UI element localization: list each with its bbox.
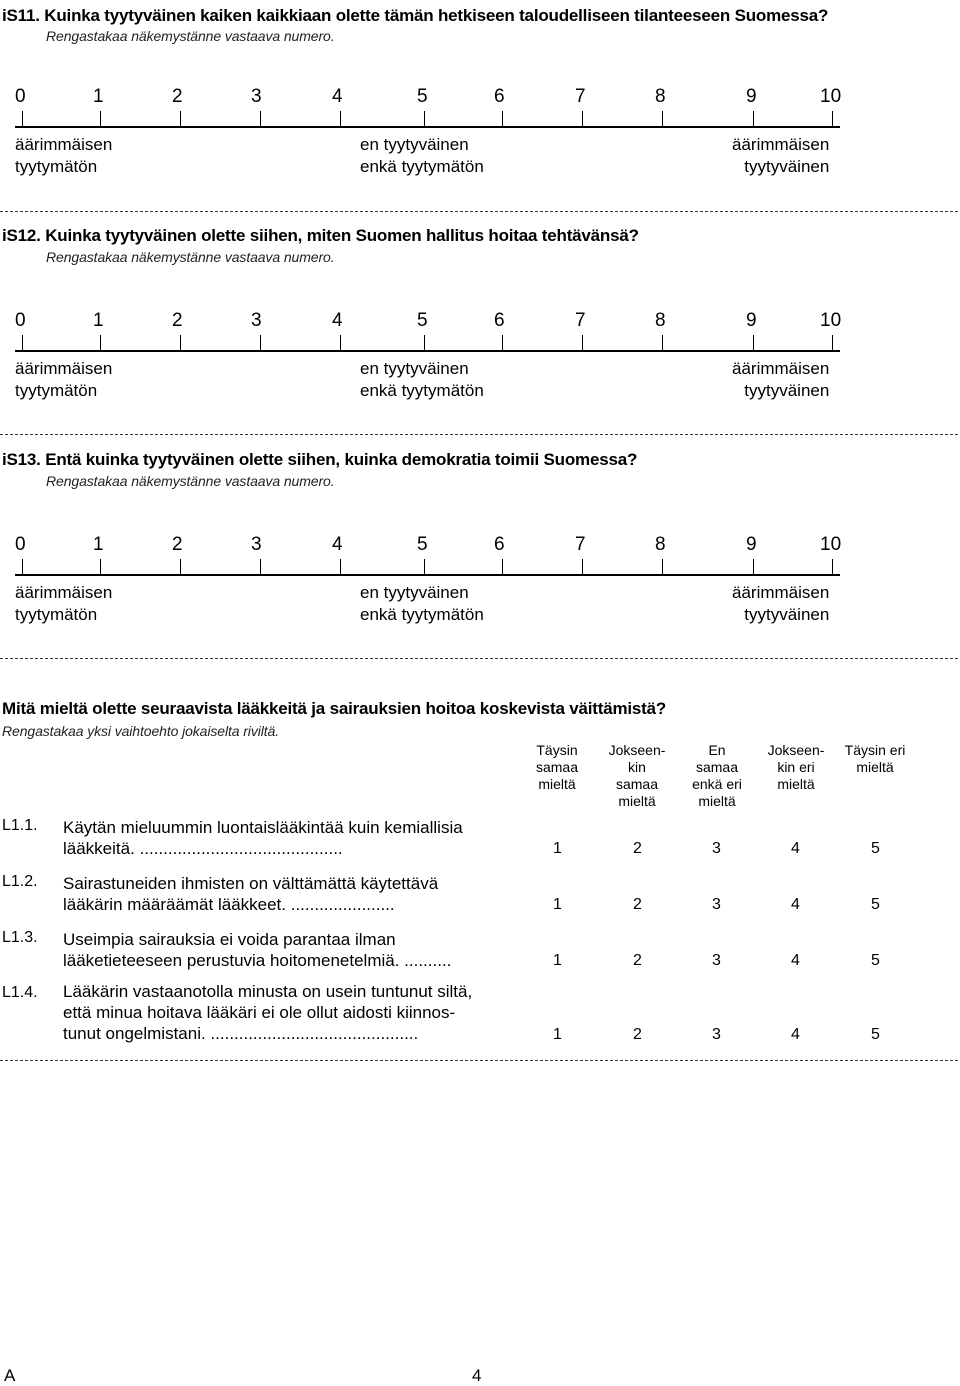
- response-option-1[interactable]: 1: [553, 896, 562, 913]
- column-header-somewhat-agree: Jokseen- kin samaa mieltä: [608, 742, 666, 809]
- scale-number-0[interactable]: 0: [15, 310, 26, 331]
- response-option-2[interactable]: 2: [633, 896, 642, 913]
- scale-axis-line: [15, 126, 840, 128]
- scale-axis-line: [15, 350, 840, 352]
- scale-number-10[interactable]: 10: [820, 86, 842, 107]
- item-id: L1.1.: [2, 817, 38, 834]
- scale-tick: [502, 335, 503, 351]
- item-id: L1.4.: [2, 984, 38, 1001]
- section-instruction: Rengastakaa yksi vaihtoehto jokaiselta riviltä.: [2, 723, 280, 739]
- scale-number-5[interactable]: 5: [417, 86, 428, 107]
- scale-tick: [180, 559, 181, 575]
- right-anchor-label: äärimmäisen tyytyväinen: [732, 583, 830, 624]
- column-header-neutral: En samaa enkä eri mieltä: [692, 742, 742, 809]
- response-option-1[interactable]: 1: [553, 1026, 562, 1043]
- scale-tick: [22, 559, 23, 575]
- statement-text: Käytän mieluummin luontaislääkintää kuin kemiallisia lääkkeitä. ...........................................: [63, 818, 463, 858]
- middle-anchor-label: en tyytyväinen enkä tyytymätön: [360, 583, 484, 624]
- response-option-4[interactable]: 4: [791, 896, 800, 913]
- scale-tick: [582, 111, 583, 127]
- response-option-2[interactable]: 2: [633, 1026, 642, 1043]
- scale-number-0[interactable]: 0: [15, 534, 26, 555]
- scale-number-5[interactable]: 5: [417, 310, 428, 331]
- statement-text: Sairastuneiden ihmisten on välttämättä käytettävä lääkärin määräämät lääkkeet. ......................: [63, 874, 439, 914]
- scale-tick: [502, 111, 503, 127]
- question-instruction: Rengastakaa näkemystänne vastaava numero.: [46, 28, 335, 44]
- response-option-1[interactable]: 1: [553, 840, 562, 857]
- scale-number-4[interactable]: 4: [332, 310, 343, 331]
- scale-tick: [100, 111, 101, 127]
- question-id: iS12.: [2, 226, 41, 245]
- question-text: Kuinka tyytyväinen olette siihen, miten Suomen hallitus hoitaa tehtävänsä?: [45, 226, 639, 245]
- scale-tick: [180, 335, 181, 351]
- scale-number-9[interactable]: 9: [746, 86, 757, 107]
- scale-tick: [424, 111, 425, 127]
- scale-number-1[interactable]: 1: [93, 534, 104, 555]
- column-header-strongly-disagree: Täysin eri mieltä: [844, 742, 906, 775]
- scale-number-1[interactable]: 1: [93, 310, 104, 331]
- item-id: L1.2.: [2, 873, 38, 890]
- response-option-5[interactable]: 5: [871, 952, 880, 969]
- dashed-separator: [0, 434, 958, 435]
- question-id: iS11.: [2, 6, 40, 25]
- scale-tick: [502, 559, 503, 575]
- scale-number-3[interactable]: 3: [251, 534, 262, 555]
- middle-anchor-label: en tyytyväinen enkä tyytymätön: [360, 359, 484, 400]
- scale-tick: [424, 335, 425, 351]
- scale-number-1[interactable]: 1: [93, 86, 104, 107]
- scale-axis-line: [15, 574, 840, 576]
- column-header-somewhat-disagree: Jokseen- kin eri mieltä: [767, 742, 825, 792]
- scale-tick: [260, 335, 261, 351]
- response-option-4[interactable]: 4: [791, 952, 800, 969]
- response-option-1[interactable]: 1: [553, 952, 562, 969]
- scale-tick: [22, 111, 23, 127]
- response-option-4[interactable]: 4: [791, 840, 800, 857]
- question-instruction: Rengastakaa näkemystänne vastaava numero.: [46, 249, 335, 265]
- scale-tick: [340, 111, 341, 127]
- scale-number-2[interactable]: 2: [172, 310, 183, 331]
- scale-number-6[interactable]: 6: [494, 310, 505, 331]
- response-option-3[interactable]: 3: [712, 1026, 721, 1043]
- scale-tick: [753, 111, 754, 127]
- left-anchor-label: äärimmäisen tyytymätön: [15, 583, 113, 624]
- scale-tick: [662, 111, 663, 127]
- response-option-5[interactable]: 5: [871, 896, 880, 913]
- scale-tick: [180, 111, 181, 127]
- dashed-separator: [0, 211, 958, 212]
- scale-number-6[interactable]: 6: [494, 86, 505, 107]
- scale-number-0[interactable]: 0: [15, 86, 26, 107]
- dashed-separator: [0, 1060, 958, 1061]
- scale-number-4[interactable]: 4: [332, 86, 343, 107]
- middle-anchor-label: en tyytyväinen enkä tyytymätön: [360, 135, 484, 176]
- section-title: Mitä mieltä olette seuraavista lääkkeitä ja sairauksien hoitoa koskevista väittämistä?: [2, 699, 667, 718]
- question-text: Kuinka tyytyväinen kaiken kaikkiaan olette tämän hetkiseen taloudelliseen tilanteeseen Suomessa?: [44, 6, 829, 25]
- statement-text: Useimpia sairauksia ei voida parantaa ilman lääketieteeseen perustuvia hoitomenetelmiä. ..........: [63, 930, 452, 970]
- scale-number-9[interactable]: 9: [746, 534, 757, 555]
- response-option-2[interactable]: 2: [633, 952, 642, 969]
- response-option-3[interactable]: 3: [712, 840, 721, 857]
- scale-tick: [340, 335, 341, 351]
- scale-number-2[interactable]: 2: [172, 534, 183, 555]
- question-text: Entä kuinka tyytyväinen olette siihen, kuinka demokratia toimii Suomessa?: [45, 450, 638, 469]
- response-option-4[interactable]: 4: [791, 1026, 800, 1043]
- question-is11-heading: [2, 6, 828, 26]
- scale-tick: [424, 559, 425, 575]
- item-id: L1.3.: [2, 929, 38, 946]
- scale-number-3[interactable]: 3: [251, 86, 262, 107]
- page-number: 4: [472, 1366, 482, 1385]
- scale-number-10[interactable]: 10: [820, 310, 842, 331]
- question-is13-heading: [2, 450, 637, 470]
- scale-tick: [832, 111, 833, 127]
- scale-tick: [100, 335, 101, 351]
- scale-tick: [260, 111, 261, 127]
- scale-number-7[interactable]: 7: [575, 86, 586, 107]
- scale-number-6[interactable]: 6: [494, 534, 505, 555]
- scale-tick: [22, 335, 23, 351]
- statement-text: Lääkärin vastaanotolla minusta on usein tuntunut siltä, että minua hoitava lääkäri ei ole ollut aidosti kiinnos- tunut ongelmistani. ............................................: [63, 982, 473, 1043]
- scale-tick: [260, 559, 261, 575]
- scale-number-8[interactable]: 8: [655, 86, 666, 107]
- scale-tick: [340, 559, 341, 575]
- scale-number-9[interactable]: 9: [746, 310, 757, 331]
- scale-tick: [753, 559, 754, 575]
- scale-tick: [832, 335, 833, 351]
- scale-tick: [753, 335, 754, 351]
- response-option-2[interactable]: 2: [633, 840, 642, 857]
- right-anchor-label: äärimmäisen tyytyväinen: [732, 359, 830, 400]
- response-option-5[interactable]: 5: [871, 1026, 880, 1043]
- right-anchor-label: äärimmäisen tyytyväinen: [732, 135, 830, 176]
- footer-form-code: A: [4, 1366, 16, 1385]
- response-option-5[interactable]: 5: [871, 840, 880, 857]
- scale-tick: [662, 559, 663, 575]
- question-instruction: Rengastakaa näkemystänne vastaava numero.: [46, 473, 335, 489]
- response-option-3[interactable]: 3: [712, 896, 721, 913]
- scale-number-10[interactable]: 10: [820, 534, 842, 555]
- scale-number-7[interactable]: 7: [575, 310, 586, 331]
- left-anchor-label: äärimmäisen tyytymätön: [15, 359, 113, 400]
- left-anchor-label: äärimmäisen tyytymätön: [15, 135, 113, 176]
- scale-number-7[interactable]: 7: [575, 534, 586, 555]
- scale-tick: [582, 559, 583, 575]
- scale-number-2[interactable]: 2: [172, 86, 183, 107]
- question-is12-heading: [2, 226, 639, 246]
- scale-tick: [662, 335, 663, 351]
- scale-number-8[interactable]: 8: [655, 534, 666, 555]
- scale-tick: [832, 559, 833, 575]
- scale-tick: [100, 559, 101, 575]
- response-option-3[interactable]: 3: [712, 952, 721, 969]
- scale-number-3[interactable]: 3: [251, 310, 262, 331]
- scale-number-5[interactable]: 5: [417, 534, 428, 555]
- scale-number-8[interactable]: 8: [655, 310, 666, 331]
- scale-tick: [582, 335, 583, 351]
- question-id: iS13.: [2, 450, 41, 469]
- column-header-strongly-agree: Täysin samaa mieltä: [535, 742, 579, 792]
- scale-number-4[interactable]: 4: [332, 534, 343, 555]
- dashed-separator: [0, 658, 958, 659]
